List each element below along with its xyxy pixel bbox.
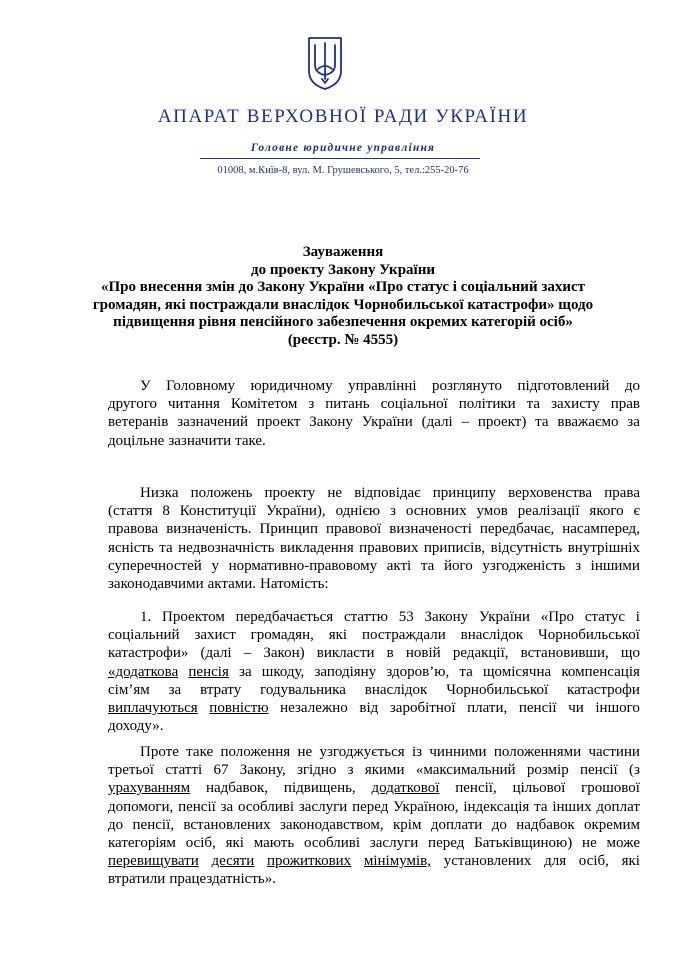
word: із <box>411 744 423 760</box>
title-line: (реєстр. № 4555) <box>287 331 399 348</box>
word: не <box>297 744 313 760</box>
word: Низка <box>140 485 179 501</box>
word: проект <box>256 414 301 431</box>
word: перед <box>352 798 389 815</box>
word: та <box>159 539 173 556</box>
word: внаслідок <box>364 681 428 698</box>
word: окремим <box>584 816 640 833</box>
title-line: Зауваження <box>302 244 384 260</box>
word: політики <box>458 396 516 413</box>
paragraph-line <box>108 502 640 520</box>
word: 8 <box>162 503 170 520</box>
word: крім <box>392 816 422 833</box>
word: до <box>491 816 507 833</box>
title-line: до проекту Закону України <box>250 261 435 278</box>
word: не <box>582 835 597 852</box>
word: працездатність». <box>169 871 276 888</box>
word: таке <box>186 744 214 760</box>
word: проекту <box>264 485 316 501</box>
word: суперечностей <box>108 557 202 574</box>
word: приписів, <box>423 539 486 556</box>
paragraph-point-1 <box>108 608 640 735</box>
word: правової <box>325 521 382 538</box>
word: та <box>420 557 435 574</box>
word: зазначити <box>168 432 232 449</box>
word: реалізації <box>517 503 580 520</box>
paragraph-line <box>108 377 640 395</box>
word: правова <box>108 521 159 538</box>
word: внутрішніх <box>567 539 640 556</box>
word: осіб, <box>578 853 609 870</box>
word: осіб, <box>185 835 216 852</box>
word: питань <box>325 396 370 413</box>
word: виплачуються <box>108 700 198 717</box>
paragraph-intro <box>108 377 640 450</box>
word: принципу <box>432 485 496 501</box>
word: України <box>361 414 413 431</box>
word: управлінні <box>348 378 417 394</box>
word: захист <box>194 627 236 644</box>
organization-title: АПАРАТ ВЕРХОВНОЇ РАДИ УКРАЇНИ <box>157 106 529 127</box>
paragraph-line <box>108 761 640 779</box>
word: з <box>390 503 396 520</box>
word: Закону <box>309 414 353 431</box>
word: «додаткова <box>108 663 179 680</box>
word: заслуги <box>369 835 419 852</box>
word: чи <box>568 700 584 717</box>
word: щомісячна <box>482 663 552 680</box>
word: не <box>327 485 343 501</box>
word: Головному <box>166 378 236 394</box>
paragraph-line <box>108 663 640 681</box>
word: верховенства <box>508 485 593 501</box>
word: у <box>211 557 219 574</box>
word: десяти <box>211 853 255 870</box>
word: таке. <box>235 432 266 449</box>
title-line: «Про внесення змін до Закону України «Про статус і соціальний захист <box>100 279 586 295</box>
word: передбачає, <box>479 521 555 538</box>
word: підвищень, <box>283 780 356 797</box>
word: положеннями <box>493 744 582 760</box>
word: – <box>461 414 469 431</box>
word: нормативно-правовому <box>228 557 378 574</box>
word: соціальний <box>108 627 180 644</box>
word: якими <box>364 762 405 779</box>
word: встановлених <box>183 816 271 833</box>
word: Принцип <box>259 521 318 538</box>
word: прожиткових <box>266 853 352 870</box>
word: редакції, <box>452 645 509 662</box>
word: прав <box>610 396 640 413</box>
word: особливі <box>238 798 295 815</box>
paragraph-line <box>108 717 640 735</box>
word: передбачається <box>235 609 334 625</box>
word: незалежно <box>280 700 348 717</box>
word: пенсії, <box>132 816 174 833</box>
word: Чорнобильської <box>538 627 640 644</box>
word: насамперед, <box>562 521 640 538</box>
paragraph-line <box>108 520 640 538</box>
word: (стаття <box>108 503 153 520</box>
paragraph-line <box>108 395 640 413</box>
word: іншого <box>595 700 640 717</box>
paragraph-line <box>108 681 640 699</box>
word: (далі <box>421 414 453 431</box>
word: що <box>620 645 640 662</box>
word: 53 <box>398 609 414 625</box>
word: і <box>635 609 640 625</box>
word: для <box>544 853 567 870</box>
word: чинними <box>429 744 487 760</box>
word: (далі <box>200 645 232 662</box>
word: з <box>308 396 315 413</box>
word: Закон) <box>263 645 305 662</box>
word: компенсація <box>561 663 640 680</box>
word: які <box>225 835 244 852</box>
paragraph-line <box>108 575 640 593</box>
word: його <box>443 557 473 574</box>
word: України <box>478 609 530 625</box>
word: може <box>606 835 640 852</box>
word: інших <box>552 798 592 815</box>
word: та <box>459 663 473 680</box>
word: розмір <box>526 762 569 779</box>
word: соціальної <box>380 396 448 413</box>
word: акті <box>386 557 412 574</box>
word: цільової <box>512 780 566 797</box>
paragraph-rule-of-law <box>108 484 640 593</box>
word: статус <box>584 609 625 625</box>
word: повністю <box>209 700 269 717</box>
word: частини <box>588 744 640 760</box>
paragraph-line <box>108 608 640 626</box>
word: «максимальний <box>415 762 516 779</box>
word: доплат <box>596 798 640 815</box>
word: новій <box>405 645 441 662</box>
word: категоріям <box>108 835 176 852</box>
word: відсутність <box>490 539 563 556</box>
word: основних <box>405 503 467 520</box>
word: Натомість: <box>260 576 329 593</box>
word: законодавством, <box>279 816 384 833</box>
word: шкоду, <box>261 663 305 680</box>
word: катастрофи» <box>108 645 189 662</box>
word: узгоджується <box>319 744 405 760</box>
word: до <box>108 816 124 833</box>
word: ясність <box>108 539 154 556</box>
word: від <box>359 700 379 717</box>
word: до <box>624 378 640 394</box>
word: втратили <box>108 871 166 888</box>
word: катастрофи <box>567 681 640 698</box>
word: умов <box>476 503 508 520</box>
paragraph-line <box>108 557 640 575</box>
word: положення <box>220 744 291 760</box>
paragraph-line <box>108 626 640 644</box>
word: установлених <box>443 853 532 870</box>
word: 67 <box>213 762 229 779</box>
word: Конституції <box>179 503 257 520</box>
word: згідно <box>296 762 337 779</box>
paragraph-line <box>108 743 640 761</box>
word: статті <box>165 762 203 779</box>
word: «Про <box>540 609 575 625</box>
word: законодавчими <box>108 576 204 593</box>
word: якого <box>589 503 624 520</box>
word: встановивши, <box>520 645 609 662</box>
word: 1. <box>140 609 152 625</box>
word: Закону, <box>239 762 286 779</box>
word: сім’ям <box>108 681 150 698</box>
paragraph-line <box>108 699 640 717</box>
word: юридичному <box>250 378 333 394</box>
trident-coat-of-arms-icon <box>306 35 344 91</box>
department-title: Головне юридичне управління <box>250 142 436 154</box>
word: за <box>239 663 252 680</box>
word: з <box>347 762 354 779</box>
paragraph-line <box>108 834 640 852</box>
title-line: підвищення рівня пенсійного забезпечення окремих категорій осіб» <box>113 314 573 330</box>
address-line: 01008, м.Київ-8, вул. М. Грушевського, 5, тел.:255-20-76 <box>217 165 469 176</box>
paragraph-line <box>108 539 640 557</box>
word: пенсії <box>518 700 557 717</box>
word: з <box>575 557 581 574</box>
word: викласти <box>316 645 375 662</box>
word: Батьківщиною) <box>474 835 573 852</box>
word: доходу». <box>108 718 164 735</box>
word: У <box>140 378 151 394</box>
word: урахуванням <box>108 780 191 797</box>
word: заслуги <box>298 798 348 815</box>
word: особливі <box>303 835 361 852</box>
word: читання <box>168 396 220 413</box>
word: іншими <box>590 557 640 574</box>
header-divider <box>200 158 480 159</box>
word: зазначений <box>177 414 249 431</box>
word: плати, <box>467 700 508 717</box>
word: годувальника <box>260 681 346 698</box>
word: та <box>526 396 541 413</box>
word: заробітної <box>389 700 456 717</box>
word: викладення <box>279 539 354 556</box>
word: які <box>328 627 348 644</box>
paragraph-line <box>108 870 640 888</box>
word: які <box>621 853 640 870</box>
word: та <box>535 414 549 431</box>
word: грошової <box>581 780 640 797</box>
word: розглянуто <box>431 378 503 394</box>
paragraph-line <box>108 644 640 662</box>
word: другого <box>108 396 157 413</box>
word: пенсії <box>579 762 618 779</box>
word: пенсії, <box>455 780 497 797</box>
word: Чорнобильської <box>446 681 549 698</box>
word: права <box>604 485 640 501</box>
word: недвозначність <box>178 539 275 556</box>
word: в <box>386 645 394 662</box>
word: постраждали <box>361 627 446 644</box>
word: Україною, <box>393 798 459 815</box>
word: перед <box>428 835 465 852</box>
word: пенсії <box>178 798 216 815</box>
word: здоров’ю, <box>386 663 450 680</box>
word: громадян, <box>250 627 314 644</box>
word: та <box>534 798 548 815</box>
paragraph-line <box>108 779 640 797</box>
word: – <box>243 645 252 662</box>
word: вважаємо <box>557 414 619 431</box>
paragraph-line <box>108 432 640 450</box>
word: визначеності <box>389 521 472 538</box>
word: визначеність. <box>166 521 252 538</box>
word: України), <box>265 503 326 520</box>
word: Закону <box>424 609 469 625</box>
word: заподіяну <box>314 663 377 680</box>
word: правових <box>359 539 419 556</box>
paragraph-line <box>108 816 640 834</box>
word: положень <box>190 485 253 501</box>
word: індексація <box>463 798 530 815</box>
paragraph-line <box>108 852 640 870</box>
word: за <box>168 681 182 698</box>
word: відповідає <box>354 485 421 501</box>
word: підготовлений <box>517 378 610 394</box>
document-title <box>0 244 686 349</box>
paragraph-contradiction <box>108 743 640 889</box>
word: статтю <box>343 609 388 625</box>
word: проект) <box>477 414 527 431</box>
word: перевищувати <box>108 853 199 870</box>
word: за <box>220 798 234 815</box>
word: доцільне <box>108 432 165 449</box>
paragraph-line <box>108 413 640 431</box>
word: додаткової <box>371 780 440 797</box>
word: доплати <box>430 816 483 833</box>
word: надбавок, <box>205 780 269 797</box>
word: однією <box>335 503 381 520</box>
word: ветеранів <box>108 414 169 431</box>
word: втрату <box>200 681 242 698</box>
word: внаслідок <box>460 627 524 644</box>
word: пенсія <box>188 663 229 680</box>
word: узгодженість <box>482 557 566 574</box>
word: Комітетом <box>230 396 298 413</box>
word: допомоги, <box>108 798 174 815</box>
word: (з <box>628 762 640 779</box>
word: є <box>633 503 640 520</box>
word: мають <box>253 835 295 852</box>
title-line: громадян, які постраждали внаслідок Чорнобильської катастрофи» щодо <box>92 296 594 313</box>
word: третьої <box>108 762 154 779</box>
word: захисту <box>551 396 600 413</box>
word: Проте <box>140 744 179 760</box>
word: надбавок <box>516 816 575 833</box>
paragraph-line <box>108 484 640 502</box>
word: за <box>627 414 640 431</box>
word: актами. <box>207 576 257 593</box>
word: мінімумів, <box>363 853 432 870</box>
paragraph-line <box>108 798 640 816</box>
word: Проектом <box>162 609 225 625</box>
